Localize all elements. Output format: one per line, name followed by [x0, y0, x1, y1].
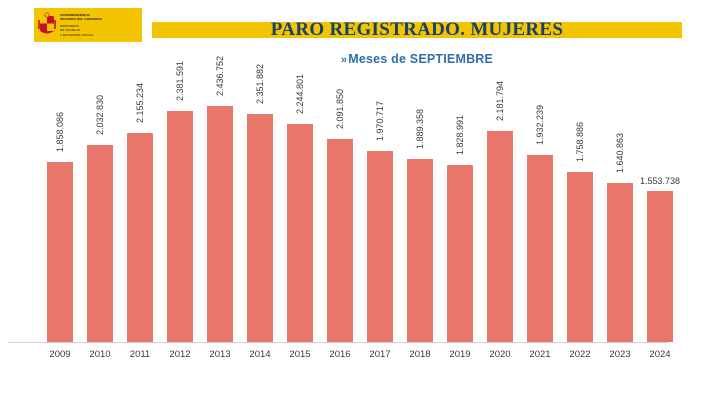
x-axis-tick-label: 2021: [529, 349, 551, 360]
bar: [87, 145, 113, 342]
bar: [367, 151, 393, 342]
x-axis-tick-label: 2013: [209, 349, 231, 360]
x-axis-tick-label: 2020: [489, 349, 511, 360]
bar-value-label: [40, 111, 80, 158]
bar-value-label: [320, 88, 360, 135]
x-axis-tick-label: 2018: [409, 349, 431, 360]
subtitle-wrapper: [152, 50, 682, 68]
bar-value-text: 1.970.717: [375, 100, 386, 142]
bar-value-text: 1.858.086: [55, 111, 66, 153]
bar: [207, 106, 233, 342]
bar-column: [80, 90, 120, 342]
logo-line-2: SEGUNDA DEL GOBIERNO: [60, 17, 103, 22]
bar-value-label: [480, 80, 520, 127]
bar-column: [520, 90, 560, 342]
x-axis-tick-label: 2014: [249, 349, 271, 360]
bar-column: [160, 60, 200, 342]
bar-value-text: 1.828.991: [455, 114, 466, 156]
page-subtitle: [341, 52, 493, 66]
bar-value-text: 1.889.358: [415, 108, 426, 150]
bar-value-label: [280, 73, 320, 120]
ministry-logo-text: [60, 13, 102, 37]
page-title: PARO REGISTRADO. MUJERES: [270, 19, 564, 40]
bar: [647, 191, 673, 342]
bar: [567, 172, 593, 342]
bar: [127, 133, 153, 342]
bar-column: [560, 90, 600, 342]
bar-value-text: 2.244.801: [295, 73, 306, 115]
bar-column: [40, 90, 80, 342]
bar: [527, 155, 553, 342]
x-axis-tick-label: 2015: [289, 349, 311, 360]
bar-value-text: 2.351.882: [255, 63, 266, 105]
bar-value-label: [240, 63, 280, 110]
bar-column: [640, 90, 680, 342]
bar-value-text: 2.381.591: [175, 60, 186, 102]
chart-header: [0, 0, 714, 66]
x-axis-tick-label: 2011: [129, 349, 151, 360]
bar-value-label: [120, 82, 160, 129]
x-axis-tick-label: 2024: [649, 349, 671, 360]
bar: [167, 111, 193, 342]
x-axis-tick-label: 2022: [569, 349, 591, 360]
bar: [407, 159, 433, 342]
x-axis: [40, 346, 680, 368]
bar-value-text: 1.640.863: [615, 132, 626, 174]
bar-value-label: [160, 60, 200, 107]
bar-column: [280, 73, 320, 342]
bar-column: [320, 90, 360, 342]
x-axis-tick-label: 2017: [369, 349, 391, 360]
bar: [287, 124, 313, 342]
x-axis-tick-label: 2010: [89, 349, 111, 360]
bar-value-label: [520, 104, 560, 151]
bar: [327, 139, 353, 342]
x-axis-tick-label: 2023: [609, 349, 631, 360]
bar: [47, 162, 73, 342]
bar-value-text: 2.181.794: [495, 80, 506, 122]
bar-column: [400, 90, 440, 342]
bar-column: [480, 80, 520, 342]
logo-line-5: Y ECONOMÍA SOCIAL: [60, 32, 94, 37]
bar-value-text: 2.155.234: [135, 82, 146, 124]
bar-value-label: [360, 100, 400, 147]
bar-value-text: 1.932.239: [535, 104, 546, 146]
bar-value-text: 2.091.850: [335, 88, 346, 130]
bar-column: [200, 55, 240, 342]
x-axis-tick-label: 2012: [169, 349, 191, 360]
bar-value-label: [440, 114, 480, 161]
bar-column: [120, 82, 160, 342]
logo-line-4: DE TRABAJO: [60, 28, 81, 33]
axis-baseline: [8, 342, 668, 343]
bar: [487, 131, 513, 342]
bar-column: [440, 90, 480, 342]
spain-coat-of-arms-icon: [37, 12, 57, 38]
bar-value-label: [200, 55, 240, 102]
ministry-logo: [34, 8, 142, 42]
bar-value-label: [560, 121, 600, 168]
bar: [447, 165, 473, 342]
bar: [607, 183, 633, 342]
bar: [247, 114, 273, 342]
logo-line-3: MINISTERIO: [60, 24, 80, 29]
x-axis-tick-label: 2009: [49, 349, 71, 360]
bar-column: [360, 90, 400, 342]
bar-column: [240, 63, 280, 342]
bar-value-text: 1.553.738: [639, 176, 681, 186]
bar-value-label: [80, 94, 120, 141]
bar-value-label: [400, 108, 440, 155]
bar-value-text: 1.758.886: [575, 121, 586, 163]
x-axis-tick-label: 2016: [329, 349, 351, 360]
arrow-icon: »: [340, 54, 348, 66]
bar-value-text: 2.032.830: [95, 94, 106, 136]
x-axis-tick-label: 2019: [449, 349, 471, 360]
bar-value-text: 2.436.752: [215, 55, 226, 97]
bar-value-label: [630, 176, 690, 186]
logo-line-1: VICEPRESIDENCIA: [60, 13, 90, 18]
page-subtitle-text: Meses de SEPTIEMBRE: [348, 52, 494, 66]
bar-column: [600, 90, 640, 342]
